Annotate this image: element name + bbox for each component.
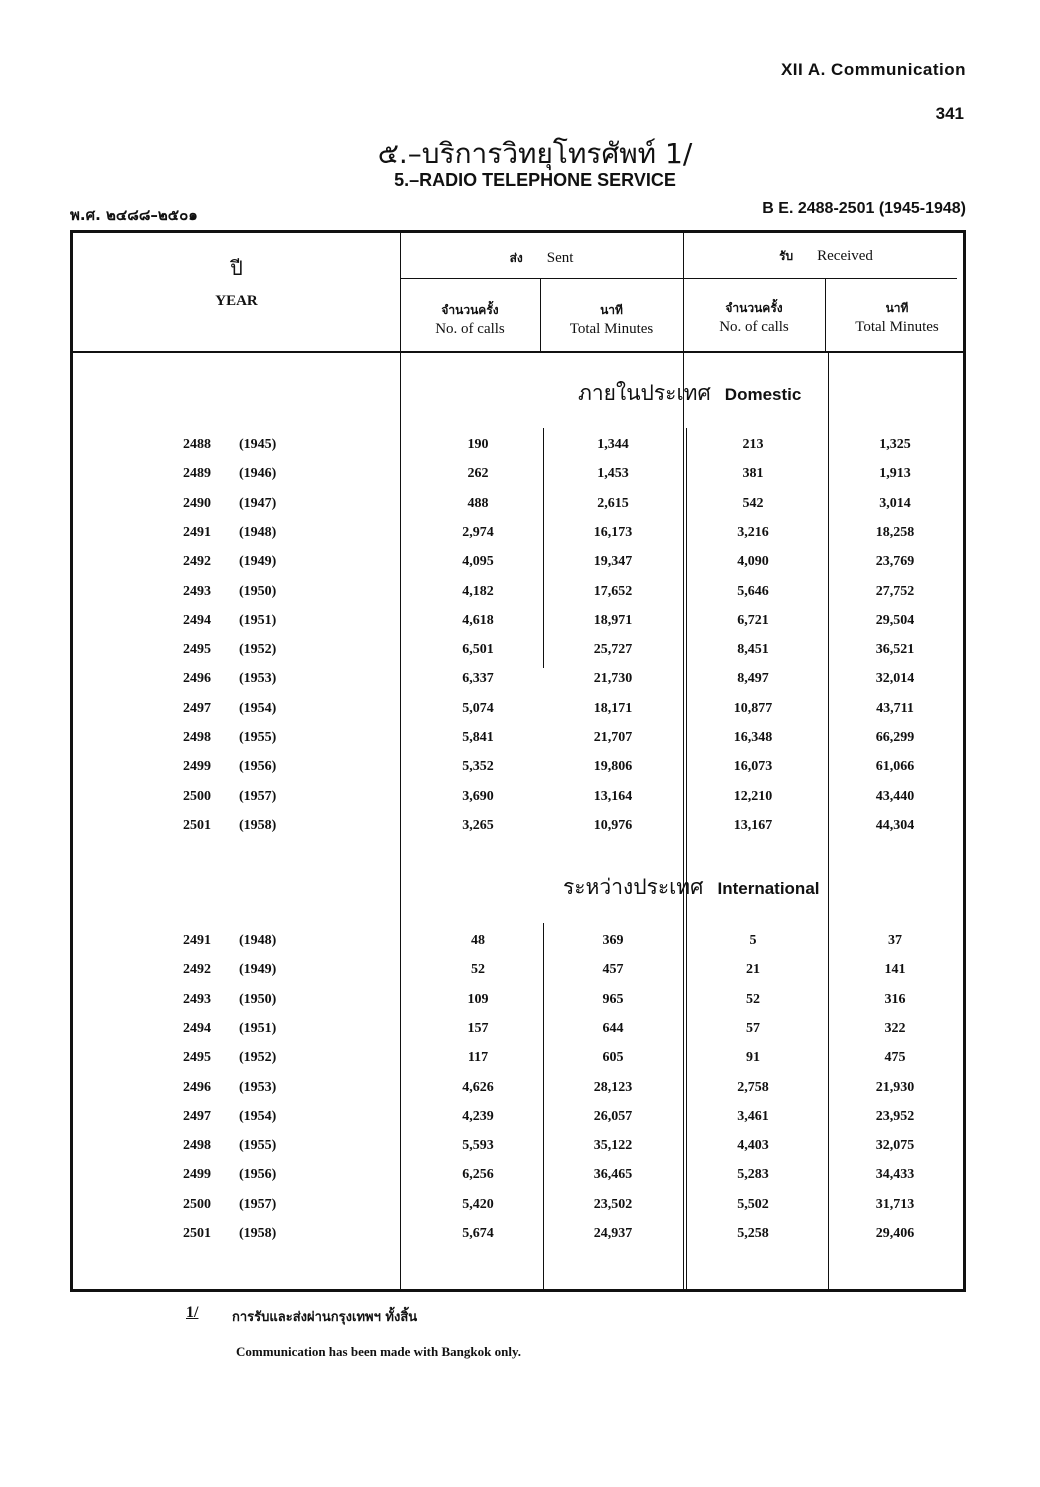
sent-calls-cell: 4,095 xyxy=(462,554,494,570)
table-row xyxy=(73,1080,969,1104)
year-ce-cell: (1951) xyxy=(239,1020,277,1036)
received-calls-cell: 16,073 xyxy=(733,759,773,775)
sent-calls-cell: 109 xyxy=(467,991,489,1007)
year-ce-cell: (1956) xyxy=(239,759,277,775)
received-minutes-cell: 43,440 xyxy=(875,788,915,804)
received-minutes-cell: 3,014 xyxy=(879,495,911,511)
year-ce-cell: (1953) xyxy=(239,671,277,687)
year-be-cell: 2497 xyxy=(183,1108,211,1124)
column-header-received xyxy=(683,247,969,266)
sent-calls-cell: 4,182 xyxy=(462,583,494,599)
received-minutes-cell: 66,299 xyxy=(875,730,915,745)
received-minutes-cell: 44,304 xyxy=(875,817,915,833)
sent-calls-cell: 2,974 xyxy=(462,524,494,540)
footnote-ref: 1/ xyxy=(186,1304,199,1321)
sent-minutes-cell: 1,453 xyxy=(597,466,629,482)
sent-minutes-cell: 10,976 xyxy=(593,817,633,833)
year-ce-cell: (1949) xyxy=(239,554,277,570)
minutes-label-thai: นาที xyxy=(885,301,909,315)
received-calls-cell: 57 xyxy=(746,1020,760,1036)
year-be-cell: 2493 xyxy=(183,991,211,1007)
sent-minutes-cell: 1,344 xyxy=(597,437,629,452)
table-row xyxy=(73,730,969,754)
received-minutes-cell: 322 xyxy=(884,1020,906,1036)
received-minutes-cell: 31,713 xyxy=(875,1196,915,1212)
received-calls-cell: 5,258 xyxy=(737,1226,769,1241)
minutes-label-en: Total Minutes xyxy=(569,321,654,337)
table-row xyxy=(73,818,969,842)
received-minutes-cell: 475 xyxy=(884,1050,906,1066)
column-header-received-calls xyxy=(683,299,825,337)
sent-minutes-cell: 23,502 xyxy=(593,1196,633,1212)
year-ce-cell: (1953) xyxy=(239,1079,277,1095)
table-row xyxy=(73,1021,969,1045)
received-calls-cell: 12,210 xyxy=(733,788,773,804)
received-calls-cell: 5,502 xyxy=(737,1196,769,1212)
received-minutes-cell: 34,433 xyxy=(875,1167,915,1183)
table-row xyxy=(73,992,969,1016)
sent-calls-cell: 117 xyxy=(467,1050,489,1066)
received-minutes-cell: 61,066 xyxy=(875,759,915,775)
sent-minutes-cell: 457 xyxy=(602,962,624,978)
table-row xyxy=(73,496,969,520)
received-calls-cell: 5,646 xyxy=(737,583,769,599)
table-row xyxy=(73,554,969,578)
sent-minutes-cell: 21,707 xyxy=(593,730,633,745)
year-be-cell: 2492 xyxy=(183,962,211,978)
table-row xyxy=(73,466,969,490)
received-calls-cell: 2,758 xyxy=(737,1079,769,1095)
column-header-sent-minutes xyxy=(540,301,683,339)
calls-label-thai: จำนวนครั้ง xyxy=(725,301,783,315)
section-label: XII A. Communication xyxy=(780,60,966,79)
received-minutes-cell: 141 xyxy=(884,962,906,978)
sent-minutes-cell: 25,727 xyxy=(593,642,633,658)
year-ce-cell: (1946) xyxy=(239,466,277,482)
received-calls-cell: 52 xyxy=(746,991,760,1007)
year-be-cell: 2490 xyxy=(183,495,211,511)
sent-minutes-cell: 21,730 xyxy=(593,671,633,687)
year-be-cell: 2497 xyxy=(183,700,211,716)
divider xyxy=(400,278,957,279)
year-be-cell: 2491 xyxy=(183,524,211,540)
table-row xyxy=(73,1226,969,1250)
column-header-sent xyxy=(400,249,683,268)
year-ce-cell: (1950) xyxy=(239,991,277,1007)
column-header-sent-calls xyxy=(400,301,540,339)
year-be-cell: 2493 xyxy=(183,583,211,599)
received-minutes-cell: 27,752 xyxy=(875,583,915,599)
year-be-cell: 2500 xyxy=(183,788,211,804)
year-ce-cell: (1957) xyxy=(239,788,277,804)
minutes-label-thai: นาที xyxy=(600,303,623,317)
sent-minutes-cell: 18,971 xyxy=(593,612,633,628)
sent-calls-cell: 5,352 xyxy=(462,759,494,775)
sent-calls-cell: 6,337 xyxy=(462,671,494,687)
year-ce-cell: (1958) xyxy=(239,1226,277,1241)
sent-calls-cell: 6,501 xyxy=(462,642,494,658)
sent-minutes-cell: 965 xyxy=(602,991,624,1007)
minutes-label-en: Total Minutes xyxy=(855,319,939,335)
table-row xyxy=(73,1050,969,1074)
section-heading-international xyxy=(563,871,820,904)
year-be-cell: 2500 xyxy=(183,1196,211,1212)
data-table xyxy=(70,230,966,1292)
year-ce-cell: (1950) xyxy=(239,583,277,599)
sent-minutes-cell: 36,465 xyxy=(593,1167,633,1183)
received-calls-cell: 13,167 xyxy=(733,817,773,833)
table-row xyxy=(73,613,969,637)
sent-calls-cell: 5,841 xyxy=(462,730,494,745)
year-ce-cell: (1955) xyxy=(239,1138,277,1154)
domestic-label-en: Domestic xyxy=(724,385,802,404)
received-minutes-cell: 21,930 xyxy=(875,1079,915,1095)
sent-calls-cell: 4,618 xyxy=(462,612,494,628)
sent-minutes-cell: 19,347 xyxy=(593,554,633,570)
received-minutes-cell: 1,325 xyxy=(879,437,911,452)
received-calls-cell: 91 xyxy=(746,1050,760,1066)
page-title-thai: ๕.–บริการวิทยุโทรศัพท์ 1/ xyxy=(377,137,693,170)
year-ce-cell: (1954) xyxy=(239,700,277,716)
sent-calls-cell: 5,074 xyxy=(462,700,494,716)
sent-calls-cell: 262 xyxy=(467,466,489,482)
year-be-cell: 2491 xyxy=(183,933,211,948)
received-calls-cell: 3,461 xyxy=(737,1108,769,1124)
table-row xyxy=(73,701,969,725)
sent-minutes-cell: 644 xyxy=(602,1020,624,1036)
sent-calls-cell: 488 xyxy=(467,495,489,511)
sent-label-thai: ส่ง xyxy=(509,251,523,265)
received-minutes-cell: 32,014 xyxy=(875,671,915,687)
sent-minutes-cell: 16,173 xyxy=(593,524,633,540)
calls-label-thai: จำนวนครั้ง xyxy=(441,303,499,317)
year-ce-cell: (1949) xyxy=(239,962,277,978)
year-be-cell: 2501 xyxy=(183,1226,211,1241)
sent-minutes-cell: 24,937 xyxy=(593,1226,633,1241)
sent-minutes-cell: 28,123 xyxy=(593,1079,633,1095)
year-be-cell: 2489 xyxy=(183,466,211,482)
year-be-cell: 2495 xyxy=(183,1050,211,1066)
table-row xyxy=(73,759,969,783)
table-row xyxy=(73,1197,969,1221)
year-ce-cell: (1951) xyxy=(239,612,277,628)
year-be-cell: 2496 xyxy=(183,1079,211,1095)
received-calls-cell: 5 xyxy=(749,933,757,948)
year-be-cell: 2494 xyxy=(183,1020,211,1036)
sent-calls-cell: 3,690 xyxy=(462,788,494,804)
sent-minutes-cell: 35,122 xyxy=(593,1138,633,1154)
year-be-cell: 2494 xyxy=(183,612,211,628)
year-ce-cell: (1957) xyxy=(239,1196,277,1212)
year-be-cell: 2498 xyxy=(183,730,211,745)
sent-calls-cell: 52 xyxy=(471,962,485,978)
sent-calls-cell: 3,265 xyxy=(462,817,494,833)
received-calls-cell: 4,403 xyxy=(737,1138,769,1154)
year-ce-cell: (1948) xyxy=(239,933,277,948)
table-row xyxy=(73,789,969,813)
year-be-cell: 2498 xyxy=(183,1138,211,1154)
year-ce-cell: (1947) xyxy=(239,495,277,511)
sent-calls-cell: 5,420 xyxy=(462,1196,494,1212)
received-minutes-cell: 36,521 xyxy=(875,642,915,658)
sent-minutes-cell: 18,171 xyxy=(593,700,633,716)
year-ce-cell: (1945) xyxy=(239,437,277,452)
table-row xyxy=(73,525,969,549)
sent-calls-cell: 5,674 xyxy=(462,1226,494,1241)
table-row xyxy=(73,962,969,986)
year-ce-cell: (1954) xyxy=(239,1108,277,1124)
received-calls-cell: 21 xyxy=(746,962,760,978)
sent-minutes-cell: 605 xyxy=(602,1050,624,1066)
footnote-thai: การรับและส่งผ่านกรุงเทพฯ ทั้งสิ้น xyxy=(232,1310,418,1325)
received-calls-cell: 542 xyxy=(742,495,764,511)
table-row xyxy=(73,437,969,461)
year-be-cell: 2488 xyxy=(183,437,211,452)
received-minutes-cell: 1,913 xyxy=(879,466,911,482)
table-row xyxy=(73,1167,969,1191)
year-be-cell: 2496 xyxy=(183,671,211,687)
year-ce-cell: (1952) xyxy=(239,1050,277,1066)
year-be-cell: 2499 xyxy=(183,759,211,775)
received-minutes-cell: 37 xyxy=(888,933,902,948)
received-calls-cell: 10,877 xyxy=(733,700,773,716)
received-calls-cell: 213 xyxy=(742,437,764,452)
period-thai: พ.ศ. ๒๔๘๘–๒๕๐๑ xyxy=(70,206,198,224)
sent-calls-cell: 4,626 xyxy=(462,1079,494,1095)
received-calls-cell: 381 xyxy=(742,466,764,482)
received-calls-cell: 8,451 xyxy=(737,642,769,658)
received-calls-cell: 8,497 xyxy=(737,671,769,687)
table-row xyxy=(73,671,969,695)
sent-minutes-cell: 13,164 xyxy=(593,788,633,804)
year-be-cell: 2501 xyxy=(183,817,211,833)
international-label-en: International xyxy=(717,879,820,898)
calls-label-en: No. of calls xyxy=(719,319,789,335)
table-row xyxy=(73,584,969,608)
domestic-label-thai: ภายในประเทศ xyxy=(578,381,711,405)
received-minutes-cell: 32,075 xyxy=(875,1138,915,1154)
sent-calls-cell: 4,239 xyxy=(462,1108,494,1124)
sent-calls-cell: 5,593 xyxy=(462,1138,494,1154)
international-label-thai: ระหว่างประเทศ xyxy=(563,875,704,899)
page-title: 5.–RADIO TELEPHONE SERVICE xyxy=(394,170,676,190)
received-minutes-cell: 43,711 xyxy=(876,700,914,716)
year-be-cell: 2492 xyxy=(183,554,211,570)
received-calls-cell: 5,283 xyxy=(737,1167,769,1183)
received-label-en: Received xyxy=(817,248,873,264)
column-header-year-en: YEAR xyxy=(215,293,258,309)
column-header-received-minutes xyxy=(825,299,969,337)
sent-minutes-cell: 369 xyxy=(602,933,624,948)
received-minutes-cell: 23,952 xyxy=(875,1108,915,1124)
sent-calls-cell: 157 xyxy=(467,1020,489,1036)
received-minutes-cell: 18,258 xyxy=(875,524,915,540)
received-minutes-cell: 23,769 xyxy=(875,554,915,570)
column-header-year-thai: ปี xyxy=(230,256,243,280)
year-be-cell: 2499 xyxy=(183,1167,211,1183)
year-ce-cell: (1958) xyxy=(239,817,277,833)
year-ce-cell: (1952) xyxy=(239,642,277,658)
received-calls-cell: 16,348 xyxy=(733,730,773,745)
sent-calls-cell: 190 xyxy=(467,437,489,452)
divider xyxy=(73,351,963,353)
sent-minutes-cell: 19,806 xyxy=(593,759,633,775)
section-heading-domestic xyxy=(578,377,801,410)
year-be-cell: 2495 xyxy=(183,642,211,658)
table-row xyxy=(73,1138,969,1162)
table-row xyxy=(73,933,969,957)
period-en: B E. 2488-2501 (1945-1948) xyxy=(762,200,966,217)
sent-calls-cell: 6,256 xyxy=(462,1167,494,1183)
page-number: 341 xyxy=(935,104,964,123)
received-calls-cell: 6,721 xyxy=(737,612,769,628)
table-row xyxy=(73,1109,969,1133)
column-header-year xyxy=(73,256,400,311)
calls-label-en: No. of calls xyxy=(435,321,505,337)
sent-calls-cell: 48 xyxy=(471,933,485,948)
year-ce-cell: (1948) xyxy=(239,524,277,540)
received-minutes-cell: 29,504 xyxy=(875,612,915,628)
footnote-en: Communication has been made with Bangkok only. xyxy=(236,1344,521,1359)
received-minutes-cell: 29,406 xyxy=(875,1226,915,1241)
received-minutes-cell: 316 xyxy=(884,991,906,1007)
sent-minutes-cell: 26,057 xyxy=(593,1108,633,1124)
sent-label-en: Sent xyxy=(546,250,574,266)
sent-minutes-cell: 2,615 xyxy=(597,495,629,511)
year-ce-cell: (1956) xyxy=(239,1167,277,1183)
received-calls-cell: 3,216 xyxy=(737,524,769,540)
sent-minutes-cell: 17,652 xyxy=(593,583,633,599)
received-label-thai: รับ xyxy=(779,249,794,263)
received-calls-cell: 4,090 xyxy=(737,554,769,570)
year-ce-cell: (1955) xyxy=(239,730,277,745)
table-row xyxy=(73,642,969,666)
